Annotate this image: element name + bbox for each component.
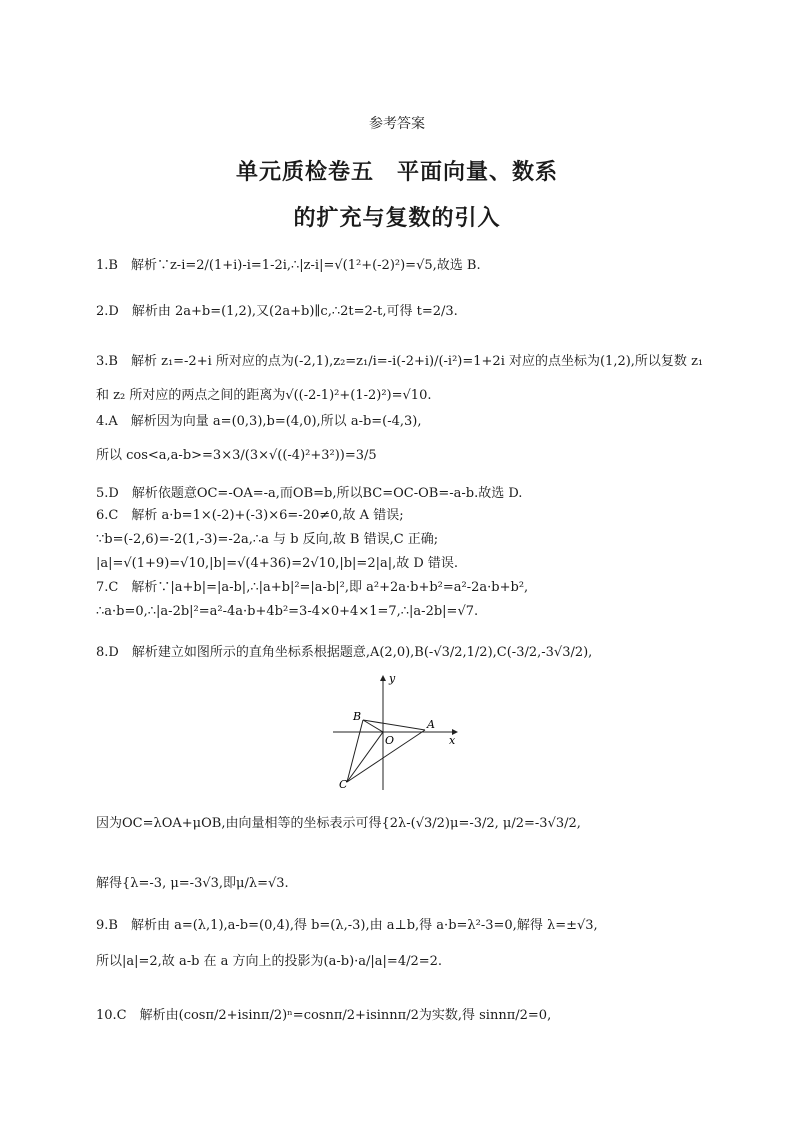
label-y: y (389, 672, 396, 685)
answer-line-2: 2.D 解析由 2a+b=(1,2),又(2a+b)∥c,∴2t=2-t,可得 t=2/3. (96, 304, 458, 319)
page-title-line1: 单元质检卷五 平面向量、数系 (235, 160, 558, 185)
answer-line-6a: 6.C 解析 a·b=1×(-2)+(-3)×6=-20≠0,故 A 错误; (96, 508, 404, 523)
answer-line-3b: 和 z₂ 所对应的两点之间的距离为√((-2-1)²+(1-2)²)=√10. (96, 388, 432, 403)
answer-line-6b: ∵b=(-2,6)=-2(1,-3)=-2a,∴a 与 b 反向,故 B 错误,C 正确; (96, 532, 439, 547)
label-a: A (427, 718, 435, 731)
answer-line-8a: 8.D 解析建立如图所示的直角坐标系根据题意,A(2,0),B(-√3/2,1/2),C(-3/2,-3√3/2), (96, 645, 593, 660)
answer-line-4a: 4.A 解析因为向量 a=(0,3),b=(4,0),所以 a-b=(-4,3), (96, 414, 422, 429)
header-label: 参考答案 (369, 116, 425, 132)
answer-line-7b: ∴a·b=0,∴|a-2b|²=a²-4a·b+4b²=3-4×0+4×1=7,∴|a-2b|=√7. (96, 604, 479, 619)
answer-line-8c: 解得{λ=-3, μ=-3√3,即μ/λ=√3. (96, 876, 289, 891)
label-x: x (449, 734, 456, 747)
coordinate-diagram (325, 670, 475, 795)
answer-line-3a: 3.B 解析 z₁=-2+i 所对应的点为(-2,1),z₂=z₁/i=-i(-2+i)/(-i²)=1+2i 对应的点坐标为(1,2),所以复数 z₁ (96, 354, 704, 369)
answer-line-10: 10.C 解析由(cosπ/2+isinπ/2)ⁿ=cosnπ/2+isinnπ/2为实数,得 sinnπ/2=0, (96, 1008, 552, 1023)
label-o: O (385, 734, 395, 747)
answer-line-9b: 所以|a|=2,故 a-b 在 a 方向上的投影为(a-b)·a/|a|=4/2=2. (96, 954, 443, 969)
answer-line-4b: 所以 cos<a,a-b>=3×3/(3×√((-4)²+3²))=3/5 (96, 448, 377, 463)
label-b: B (353, 710, 362, 723)
page-title-line2: 的扩充与复数的引入 (293, 206, 501, 231)
answer-line-5: 5.D 解析依题意OC=-OA=-a,而OB=b,所以BC=OC-OB=-a-b.故选 D. (96, 486, 523, 501)
answer-line-9a: 9.B 解析由 a=(λ,1),a-b=(0,4),得 b=(λ,-3),由 a⊥b,得 a·b=λ²-3=0,解得 λ=±√3, (96, 918, 598, 933)
answer-line-6c: |a|=√(1+9)=√10,|b|=√(4+36)=2√10,|b|=2|a|,故 D 错误. (96, 556, 459, 571)
answer-line-7a: 7.C 解析∵|a+b|=|a-b|,∴|a+b|²=|a-b|²,即 a²+2a·b+b²=a²-2a·b+b², (96, 580, 529, 595)
label-c: C (339, 778, 348, 791)
segment-oc (347, 732, 383, 782)
answer-line-1: 1.B 解析∵z-i=2/(1+i)-i=1-2i,∴|z-i|=√(1²+(-2)²)=√5,故选 B. (96, 258, 481, 273)
answer-line-8b: 因为OC=λOA+μOB,由向量相等的坐标表示可得{2λ-(√3/2)μ=-3/2, μ/2=-3√3/2, (96, 816, 581, 831)
